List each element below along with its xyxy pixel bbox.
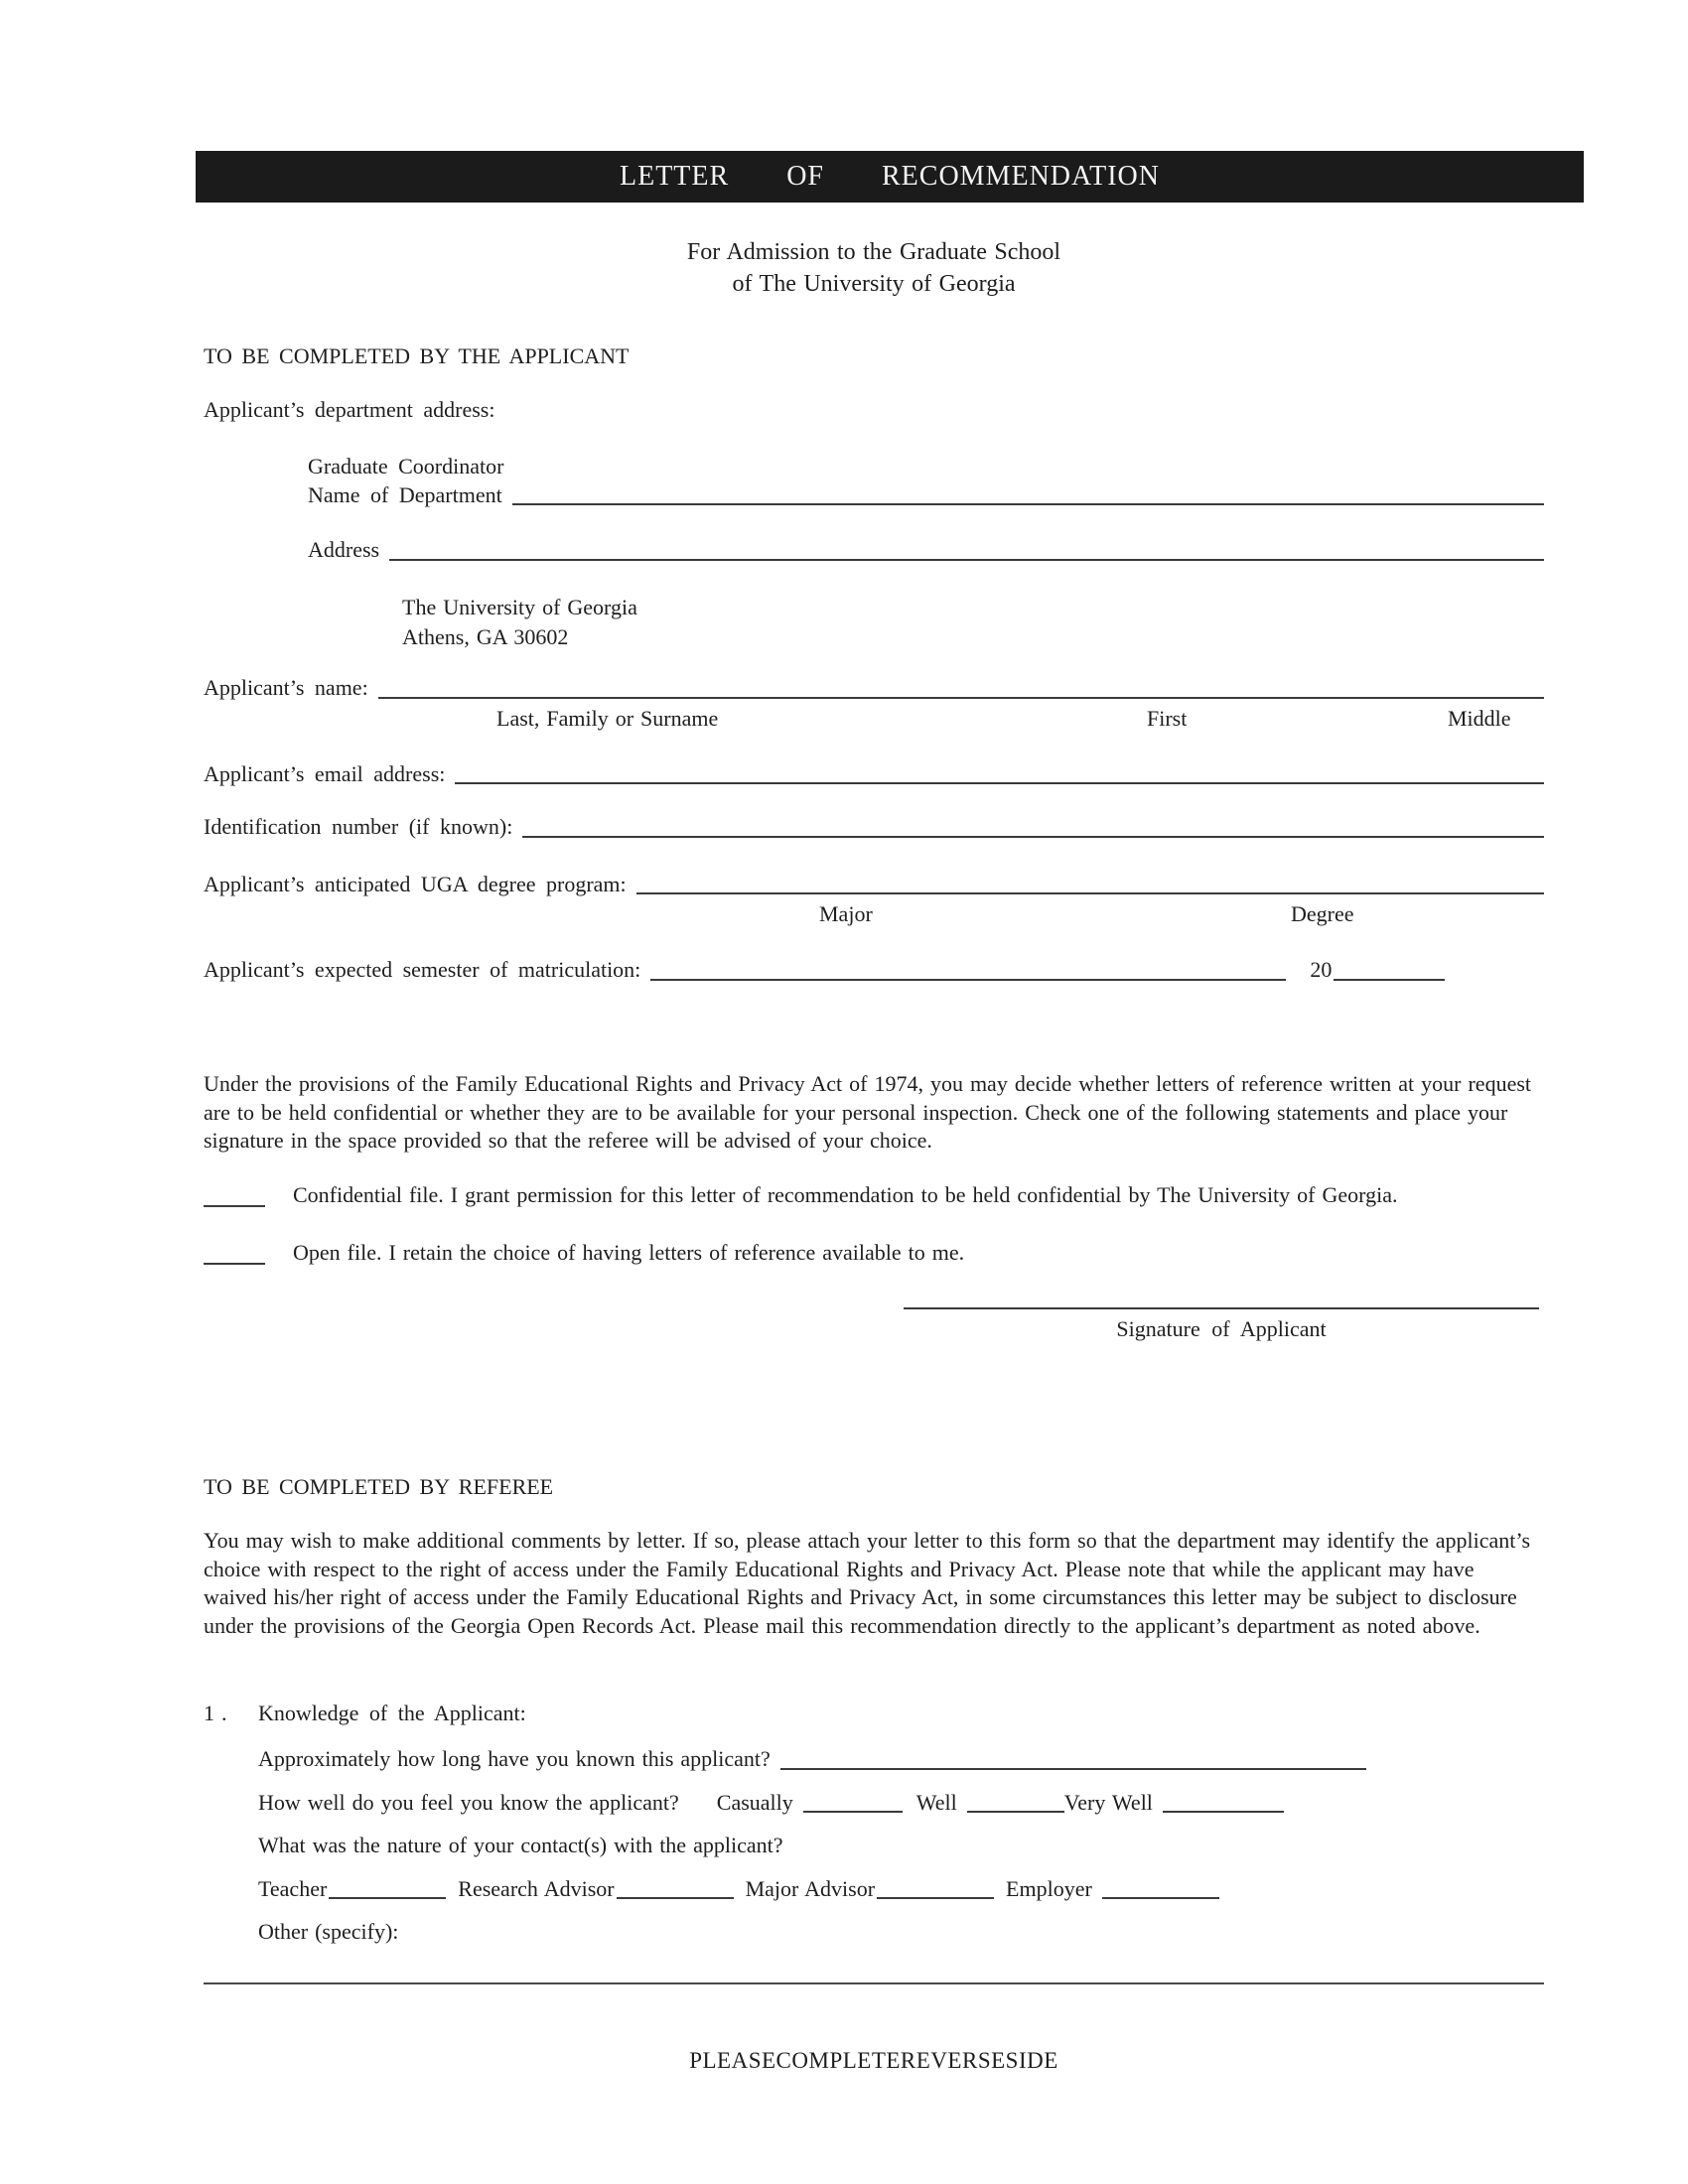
name-of-department-field[interactable] — [512, 503, 1544, 505]
other-specify-label: Other (specify): — [258, 1919, 399, 1945]
teacher-field[interactable] — [329, 1897, 446, 1899]
caption-major: Major — [819, 901, 873, 927]
referee-paragraph: You may wish to make additional comments by letter. If so, please attach your letter to this form so that the department may identify the applicant’s choice with respect to the right of access under the Family Educational Rights and Privacy Act. Please note that while the applicant may have waived his/her right of access under the Family Educational Rights and Privacy Act, in some circumstances this letter may be subject to disclosure under the provisions of the Georgia Open Records Act. Please mail this recommendation directly to the applicant’s department as noted above. — [204, 1528, 1531, 1638]
signature-field[interactable] — [904, 1307, 1539, 1309]
option-very-well-label: Very Well — [1063, 1789, 1153, 1815]
city-state-zip-line: Athens, GA 30602 — [402, 623, 569, 649]
how-well-label: How well do you feel you know the applicant? — [258, 1789, 679, 1815]
email-row — [204, 760, 1544, 789]
title-banner — [196, 151, 1584, 203]
contact-research-advisor-label: Research Advisor — [458, 1875, 615, 1901]
very-well-field[interactable] — [1163, 1811, 1284, 1813]
department-address-label: Applicant’s department address: — [204, 396, 495, 422]
option-casually-label: Casually — [716, 1789, 793, 1815]
contact-types-row — [258, 1875, 1544, 1904]
question-1-title-row — [204, 1700, 1544, 1728]
contact-employer-label: Employer — [1006, 1875, 1092, 1901]
email-field[interactable] — [455, 782, 1544, 784]
signature-caption: Signature of Applicant — [1116, 1315, 1327, 1341]
other-specify-row — [258, 1918, 1544, 1947]
form-subtitle — [204, 236, 1544, 300]
applicant-name-row — [204, 674, 1544, 703]
degree-program-label: Applicant’s anticipated UGA degree program: — [204, 871, 627, 896]
subtitle-line1: For Admission to the Graduate School — [686, 239, 1061, 265]
banner-word: OF — [786, 160, 824, 192]
name-of-department-label: Name of Department — [308, 481, 502, 507]
banner-word: LETTER — [620, 160, 730, 192]
major-advisor-field[interactable] — [877, 1897, 994, 1899]
caption-degree: Degree — [1291, 901, 1354, 927]
id-number-field[interactable] — [522, 836, 1544, 838]
coordinator-block — [308, 453, 1544, 509]
contact-teacher-label: Teacher — [258, 1875, 328, 1901]
casually-field[interactable] — [803, 1811, 903, 1813]
address-label: Address — [308, 537, 380, 563]
confidential-check-field[interactable] — [204, 1205, 265, 1207]
applicant-name-label: Applicant’s name: — [204, 674, 368, 700]
confidential-file-option — [204, 1181, 1544, 1210]
open-file-option-text: Open file. I retain the choice of having letters of reference available to me. — [293, 1240, 965, 1266]
semester-field[interactable] — [650, 979, 1286, 981]
caption-middle-name: Middle — [1448, 705, 1511, 731]
ferpa-paragraph: Under the provisions of the Family Educational Rights and Privacy Act of 1974, you may decide whether letters of reference written at your request are to be held confidential or whether they are to be available for your personal inspection. Check one of the following statements and place your signature in the space provided so that the referee will be advised of your choice. — [204, 1070, 1532, 1154]
caption-last-name: Last, Family or Surname — [496, 705, 719, 731]
open-file-check-field[interactable] — [204, 1263, 265, 1265]
name-captions — [204, 703, 1544, 729]
open-file-option — [204, 1239, 1544, 1268]
well-field[interactable] — [967, 1811, 1064, 1813]
employer-field[interactable] — [1102, 1897, 1219, 1899]
degree-program-row — [204, 871, 1544, 899]
university-line: The University of Georgia — [402, 594, 637, 619]
how-long-row — [258, 1745, 1544, 1774]
research-advisor-field[interactable] — [617, 1897, 734, 1899]
degree-captions — [204, 898, 1544, 927]
id-number-label: Identification number (if known): — [204, 814, 513, 840]
year-field[interactable] — [1334, 979, 1445, 981]
other-specify-field[interactable] — [204, 1982, 1544, 1984]
applicant-name-field[interactable] — [378, 697, 1544, 699]
university-address-block — [402, 593, 1544, 652]
matriculation-label: Applicant’s expected semester of matriculation: — [204, 957, 641, 983]
address-field[interactable] — [389, 559, 1544, 561]
form-content — [204, 0, 1544, 2076]
nature-of-contact-label: What was the nature of your contact(s) with the applicant? — [258, 1833, 783, 1858]
contact-major-advisor-label: Major Advisor — [745, 1875, 876, 1901]
applicant-section-heading: TO BE COMPLETED BY THE APPLICANT — [204, 343, 630, 368]
referee-section-heading: TO BE COMPLETED BY REFEREE — [204, 1473, 554, 1499]
option-well-label: Well — [915, 1789, 957, 1815]
question-1-number: 1 . — [204, 1701, 227, 1726]
footer-note: PLEASECOMPLETEREVERSESIDE — [689, 2048, 1058, 2074]
how-long-label: Approximately how long have you known this applicant? — [258, 1746, 771, 1772]
banner-word: RECOMMENDATION — [882, 160, 1160, 192]
question-1-title: Knowledge of the Applicant: — [258, 1701, 526, 1726]
graduate-coordinator-label: Graduate Coordinator — [308, 454, 504, 479]
degree-program-field[interactable] — [636, 892, 1544, 894]
matriculation-row — [204, 956, 1544, 985]
how-long-field[interactable] — [780, 1768, 1366, 1770]
subtitle-line2: of The University of Georgia — [732, 271, 1016, 297]
address-row — [308, 536, 1544, 565]
confidential-option-text: Confidential file. I grant permission for this letter of recommendation to be held confidential by The University of Georgia. — [293, 1181, 1398, 1207]
caption-first-name: First — [1147, 705, 1188, 731]
signature-block — [904, 1307, 1539, 1344]
department-name-row — [308, 481, 1544, 510]
id-number-row — [204, 813, 1544, 842]
how-well-row — [258, 1789, 1544, 1818]
nature-of-contact-row — [258, 1832, 1544, 1860]
email-label: Applicant’s email address: — [204, 760, 446, 786]
year-prefix: 20 — [1310, 957, 1333, 983]
